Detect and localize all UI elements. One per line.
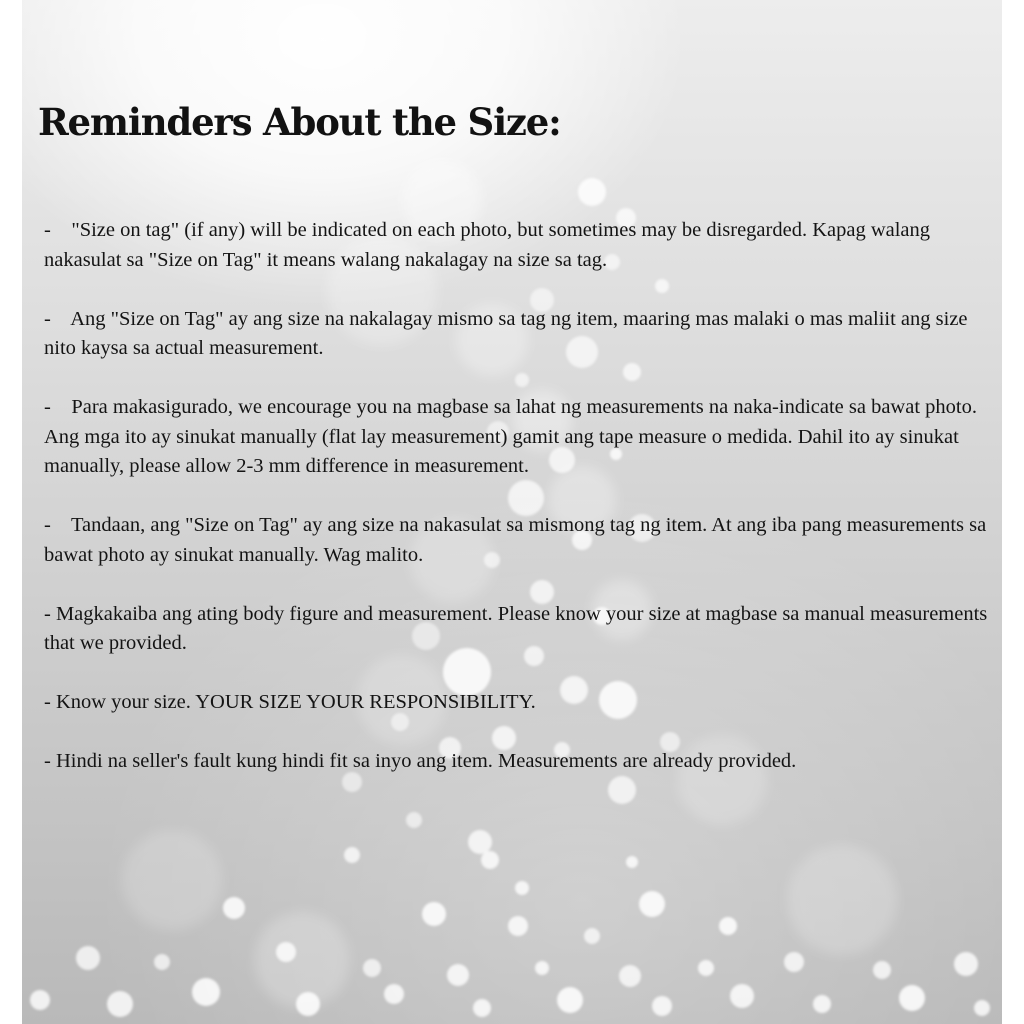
bokeh-background-panel [22,0,1002,1024]
reminder-item [44,511,996,570]
reminder-text: Know your size. YOUR SIZE YOUR RESPONSIBILITY. [55,691,536,713]
reminder-gap [51,396,72,418]
reminder-gap [51,219,72,241]
reminder-text: Ang "Size on Tag" ay ang size na nakalagay mismo sa tag ng item, maaring mas malaki o mas maliit ang size nito kaysa sa actual measurement. [44,307,968,359]
reminder-item [44,393,996,482]
reminder-text: Para makasigurado, we encourage you na magbase sa lahat ng measurements na naka-indicate sa bawat photo. Ang mga ito ay sinukat manually (flat lay measurement) gamit ang tape measure o medida. Dahil ito ay sinukat manually, please allow 2-3 mm difference in measurement. [44,396,977,477]
reminders-content [22,0,1002,1024]
reminder-dash: - [44,691,51,713]
reminder-text: Tandaan, ang "Size on Tag" ay ang size na nakasulat sa mismong tag ng item. At ang iba pang measurements sa bawat photo ay sinukat manually. Wag malito. [44,514,987,566]
reminder-item [44,688,996,718]
reminder-text: "Size on tag" (if any) will be indicated on each photo, but sometimes may be disregarded. Kapag walang nakasulat sa "Size on Tag" it means walang nakalagay na size sa tag. [44,219,931,271]
reminder-item [44,600,996,659]
reminder-item [44,747,996,777]
reminder-gap [51,308,70,330]
reminder-dash: - [44,307,51,330]
reminder-dash: - [44,602,51,625]
reminder-item [44,216,996,275]
reminder-dash: - [44,219,51,241]
reminder-text: Magkakaiba ang ating body figure and measurement. Please know your size at magbase sa manual measurements that we provided. [44,602,988,654]
reminder-dash: - [44,396,51,418]
reminder-dash: - [44,750,51,772]
page-title: Reminders About the Size: [38,100,561,144]
reminder-gap [51,514,71,536]
reminder-item [44,305,996,364]
reminder-text: Hindi na seller's fault kung hindi fit sa inyo ang item. Measurements are already provided. [55,750,797,772]
reminder-list [44,216,996,806]
reminder-dash: - [44,514,51,536]
